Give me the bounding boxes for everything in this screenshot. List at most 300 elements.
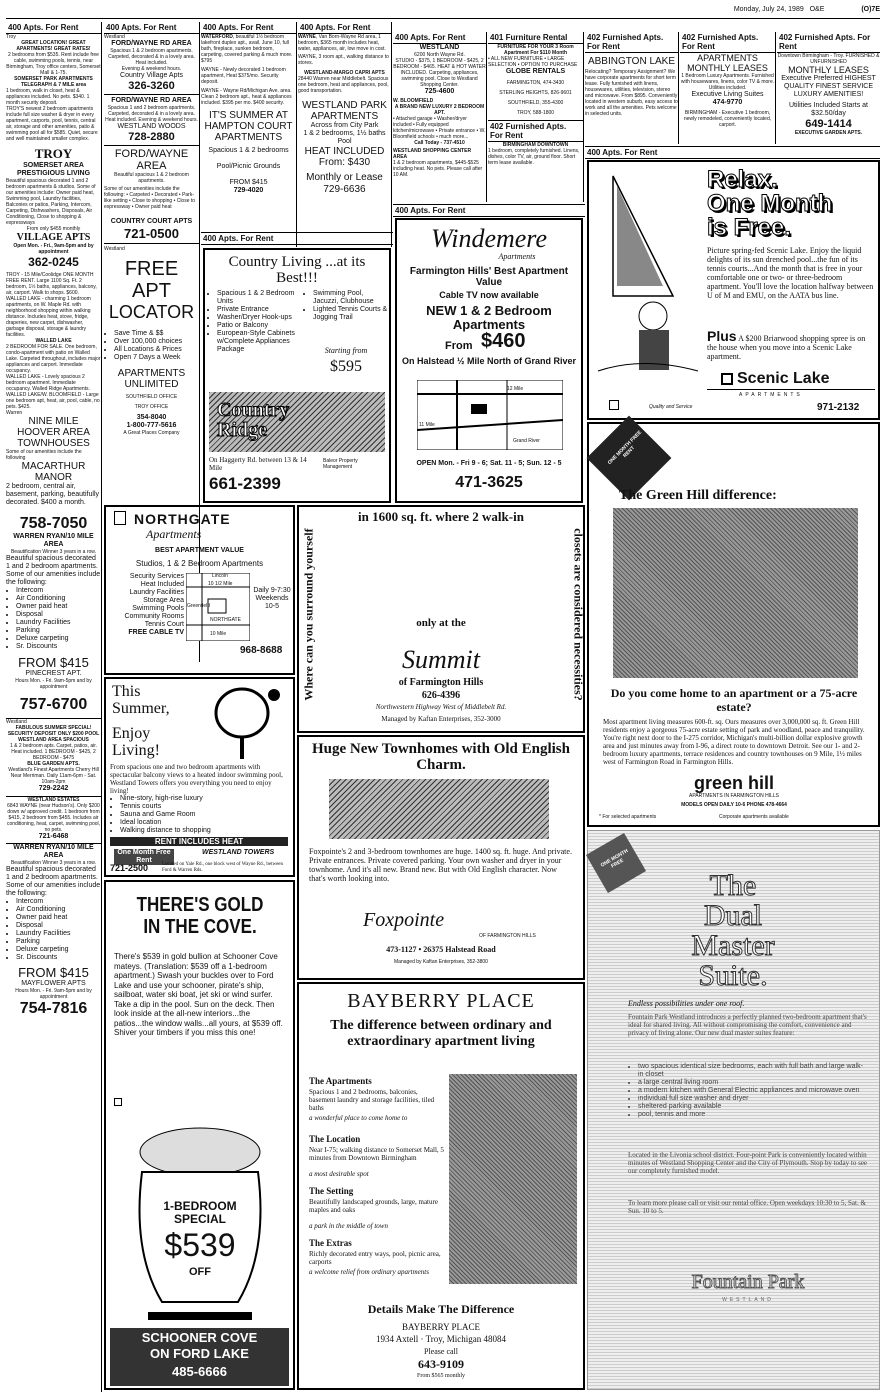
listing-name: WESTLAND-MARGO CAPRI APTS — [304, 70, 385, 76]
gold-title: IN THE COVE. — [143, 916, 257, 938]
amenity-item: • Deluxe carpeting — [16, 635, 101, 643]
listing-hours: Open Mon. - Fri., 9am-5pm and by appointment — [13, 243, 94, 255]
windemere-cable: Cable TV now available — [439, 290, 539, 300]
listing-text: TROY - 15 Mile/Coolidge ONE MONTH FREE RENT. Large 1100 Sq. Ft. 2 bedroom, 1½ baths, appliances, balcony, air, carport. Walk to shops. $600. — [6, 272, 97, 296]
logo-mark-icon — [114, 511, 126, 525]
location-label: WATERFORD — [201, 34, 233, 40]
listing-terms: Monthly or Lease — [306, 172, 383, 183]
masthead-date: Monday, July 24, 1989 — [733, 6, 804, 13]
country-location: On Haggerty Rd. between 13 & 14 Mile — [209, 456, 307, 472]
listing-hours: Hours Mon. - Fri. 9am-5pm and by appointment — [15, 988, 92, 1000]
column-header: 402 Furnished Apts. For Rent — [680, 32, 775, 53]
dual-title: Dual — [703, 899, 763, 932]
northgate-item: Storage Area — [143, 597, 184, 604]
column-4 — [298, 22, 392, 247]
listing-phone: Call Today - 737-4510 — [414, 140, 465, 146]
locator-item: • Save Time & $$ — [114, 330, 199, 338]
listing-phone: 649-1414 — [805, 118, 852, 130]
listing-text: 1 & 2 bedroom apts. Carpet, patios, air. Heat included. 1 BEDROOM - $425, 2 BEDROOM - $475 — [10, 743, 97, 761]
northgate-logo-sub: Apartments — [146, 527, 202, 541]
bayberry-section-text: Beautifully landscaped grounds, large, mature maples and oaks — [309, 1198, 438, 1214]
listing-subtitle: Across from City Park — [310, 122, 379, 129]
scenic-headline: is Free. — [707, 214, 792, 241]
listing-text: Pool/Picnic Grounds — [216, 163, 281, 170]
bayberry-section-italic: a most desirable spot — [309, 1170, 369, 1178]
masthead-paper: O&E — [809, 6, 825, 13]
northgate-ad — [104, 505, 295, 675]
bayberry-details: Details Make The Difference — [367, 1302, 515, 1316]
quality-tagline: Quality and Service — [649, 404, 693, 410]
gold-footer-name: ON FORD LAKE — [150, 1346, 249, 1361]
listing-subtitle: Spacious 1 & 2 bedrooms — [208, 147, 289, 154]
bayberry-address: 1934 Axtell · Troy, Michigan 48084 — [376, 1334, 506, 1344]
summit-only: only at the — [416, 617, 466, 629]
listing-phone: 721-0500 — [124, 226, 179, 241]
amenity-item: • Owner paid heat — [16, 603, 101, 611]
listing-text: Beautiful spacious decorated 1 and 2 bedroom apartments. Some of our amenities include the following: — [6, 866, 101, 897]
northgate-hours: Daily 9-7:30 Weekends 10-5 — [253, 587, 291, 610]
listing-headline: TELEGRAPH & 7 MILE area — [20, 82, 86, 88]
listing-subtitle: Beautification Winner 3 years in a row. — [10, 860, 97, 866]
listing-headline: A BRAND NEW LUXURY 2 BEDROOM APT. — [394, 104, 485, 116]
listing-phone: 757-6700 — [19, 696, 88, 713]
country-phone: 661-2399 — [209, 474, 281, 493]
listing-text: Some of our amenities include the following — [6, 449, 82, 461]
greenhill-logo-sub: APARTMENTS IN FARMINGTON HILLS — [688, 793, 779, 799]
listing-text: WALLED LAKE/W. BLOOMFIELD - Large one bedroom apt, heat, air, pool, cable, no pets. $425. — [6, 392, 100, 410]
location-label: Westland — [104, 34, 125, 40]
amenity-item: • Intercom — [16, 898, 101, 906]
bayberry-logo: BAYBERRY PLACE — [347, 990, 535, 1012]
bayberry-section-text: Spacious 1 and 2 bedrooms, balconies, basement laundry and storage facilities, tiled baths — [309, 1088, 435, 1112]
listing-title: APARTMENTS MONTHLY LEASES — [687, 53, 768, 73]
dual-feature: • individual full size washer and dryer — [638, 1095, 868, 1103]
greenhill-body: Most apartment living measures 600-ft. sq. Ours measures over 3,000,000 sq. ft. Green Hill residents enjoy a gorgeous 75-acre estate setting of park and woodland, peace and tranquility. You're right next door to the I-275 corridor, Michigan's multi-billion dollar explosive growth area and just minutes away from I-96, a direct route to downtown Detroit. See our 1- and 2-bedroom luxury apartments, terrace residences and country townhouses on 9 Mile, 1½ miles west of Farmington Road in Farmington Hills. — [603, 718, 865, 766]
locator-title: APT — [132, 280, 171, 302]
stamp-text: ONE MONTH FREE — [599, 848, 630, 870]
tennis-racket-illustration — [192, 683, 288, 759]
location-label: Westland — [6, 719, 27, 725]
branch-phone: TROY, 588-1800 — [516, 110, 555, 116]
listing-text: 1 bedroom, completely furnished. Linens, dishes, color TV, air, ground floor. Short term lease available. — [488, 148, 580, 166]
foxpointe-phone: 473-1127 • 26375 Halstead Road — [386, 945, 496, 954]
bayberry-from: From $565 monthly — [416, 1373, 465, 1379]
location-label: W. BLOOMFIELD — [393, 98, 434, 104]
dual-location: Located in the Livonia school district. Four-point Park is conveniently located within minutes of Westland Shopping Center and the City of Plymouth. Stop by today to see our completely furnished model. — [628, 1151, 868, 1175]
bayberry-section: The Location — [309, 1134, 361, 1144]
column-header: 401 Furniture Rental — [488, 32, 583, 44]
listing-text: • ALL NEW FURNITURE • LARGE SELECTION • OPTION TO PURCHASE — [488, 56, 578, 68]
country-feature: • Spacious 1 & 2 Bedroom Units — [217, 290, 307, 306]
listing-price: Utilities Included Starts at $32.50/day — [789, 102, 868, 117]
listing-text: Westland's Finest Apartments Cherry Hill Near Merriman. Daily 11am-6pm - Sat. 10am-2pm — [8, 767, 99, 785]
amenity-item: • Disposal — [16, 611, 101, 619]
northgate-value: BEST APARTMENT VALUE — [155, 547, 244, 554]
listing-price: FROM $415 — [18, 965, 89, 980]
listing-text: Spacious 1 and 2 bedroom apartments. Carpeted, decorated & in a lovely area. Heat included. Evening & weekend hours. — [105, 105, 198, 123]
summer-body: From spacious one and two bedroom apartments with spectacular balcony views to a heated indoor swimming pool, Westland Towers offers you everything you need to enjoy living! — [110, 763, 283, 795]
northgate-studios: Studios, 1 & 2 Bedroom Apartments — [135, 559, 264, 568]
listing-name: VILLAGE APTS — [16, 232, 91, 243]
column-header: 400 Apts. For Rent — [6, 22, 101, 34]
map-label: 10 Mile — [210, 631, 227, 637]
foxpointe-title: Huge New Townhomes with Old English Charm. — [312, 741, 570, 773]
column-header: 400 Apts. For Rent — [104, 22, 199, 34]
locator-phone: 1-800-777-5616 — [126, 422, 177, 429]
map-label: Grand River — [513, 438, 540, 444]
locator-title: FREE — [124, 258, 179, 280]
listing-title: MONTHLY LEASES — [788, 65, 869, 75]
summit-phone: 626-4396 — [421, 690, 461, 701]
listing-hours: Evening & weekend hours. — [121, 66, 182, 72]
locator-title: LOCATOR — [108, 302, 195, 322]
foxpointe-body: Foxpointe's 2 and 3-bedroom townhomes are huge. 1400 sq. ft. huge. And private. Private entrances. Private covered parking. Your own washer and dryer in your townhome. And it's all new. Brand new. But with Old English character. Now that's worth looking into. — [309, 847, 572, 883]
listing-price: HEAT INCLUDED From: $430 — [304, 146, 385, 168]
dual-feature: • pool, tennis and more — [638, 1111, 868, 1119]
listing-text: 1 Bedroom Luxury Apartments. Furnished with housewares, linens, color TV & more. Utilities included. — [680, 73, 775, 91]
dual-feature: • two spacious identical size bedrooms, each with full bath and large walk-in closet — [638, 1063, 868, 1079]
listing-price: FROM $415 — [229, 179, 268, 186]
country-feature: • European-Style Cabinets w/Complete Appliances Package — [217, 330, 307, 354]
windemere-map — [417, 380, 563, 450]
foxpointe-managed: Managed by Kaftan Enterprises, 352-3800 — [394, 959, 488, 965]
gold-price: $539 — [164, 1227, 236, 1263]
amenity-item: • Air Conditioning — [16, 906, 101, 914]
listing-title: ABBINGTON LAKE — [587, 56, 676, 67]
listing-headline: WALLED LAKE — [35, 338, 72, 344]
listing-text: 6843 WAYNE (near Hudson's). Only $200 down w/ approved credit. 1 bedroom from $415, 2 bedroom from $455. Includes air conditioning, heat, carpet, swimming pool, no pets. — [6, 803, 101, 833]
location-label: Troy — [6, 34, 16, 40]
amenity-item: • Laundry Facilities — [16, 930, 101, 938]
summer-feature: • Walking distance to shopping — [120, 827, 290, 835]
column-header: 400 Apts. For Rent — [201, 22, 296, 34]
country-feature: • Washer/Dryer Hook-ups — [217, 314, 307, 322]
listing-text: 1 & 2 bedrooms, 1½ baths Pool — [303, 130, 386, 145]
westland-towers-ad — [104, 677, 295, 877]
gold-phone: 485-6666 — [172, 1364, 227, 1379]
listing-phone: 754-7816 — [19, 1000, 88, 1017]
dual-subtitle: Endless possibilities under one roof. — [628, 999, 745, 1008]
listing-subtitle: Beautification Winner 3 years in a row. — [10, 549, 97, 555]
listing-text: 2 bedroom, central air, basement, parking, beautifully decorated. $400 a month. — [6, 483, 99, 506]
bayberry-call: Please call — [424, 1347, 458, 1356]
summer-headline: Living! — [112, 742, 160, 759]
listing-headline: BIRMINGHAM DOWNTOWN — [502, 142, 569, 148]
bayberry-section: The Extras — [309, 1238, 352, 1248]
summer-location: Located on Yale Rd., one block west of Wayne Rd., between Ford & Warren Rds. — [162, 862, 284, 873]
listing-address: 6200 North Wayne Rd. — [414, 52, 465, 58]
listing-name: GLOBE RENTALS — [505, 68, 566, 75]
scenic-plus-text: A $200 Briarwood shopping spree is on the house when you move into a Scenic Lake apartment. — [707, 334, 866, 361]
listing-text: 1 & 2 bedroom apartments, $445-$525 including heat. No pets. Please call after 10 AM. — [393, 160, 483, 178]
listing-phone: 728-2880 — [128, 131, 175, 143]
listing-phone: 758-7050 — [19, 515, 88, 532]
sailboat-illustration — [593, 166, 703, 376]
gold-special: 1-BEDROOM SPECIAL — [163, 1199, 237, 1226]
listing-text: WAYNE - Wayne Rd/Michigan Ave. area. Clean 2 bedroom apt., heat & appliances included. $395 per mo. $400 security. — [201, 88, 292, 106]
locator-item: • Open 7 Days a Week — [114, 354, 199, 362]
country-logo: Ridge — [217, 419, 267, 441]
listing-title: TROY — [34, 146, 73, 161]
listing-phone: 729-4020 — [233, 187, 264, 194]
windemere-location: On Halstead ½ Mile North of Grand River — [401, 356, 577, 366]
listing-text: From only $455 monthly — [26, 226, 81, 232]
summit-left: Where can you surround yourself — [301, 528, 316, 701]
listing-name: MACARTHUR MANOR — [21, 461, 86, 483]
column-header: 400 Apts. For Rent — [393, 204, 585, 217]
column-5 — [393, 32, 487, 202]
column-3 — [201, 22, 297, 247]
country-logo: Country — [217, 399, 290, 421]
windemere-ad — [395, 218, 583, 503]
listing-text: WALLED LAKE - Lovely spacious 2 bedroom apartment. Immediate occupancy. Walled Ridge Apartments. — [6, 374, 90, 392]
amenity-item: • Sr. Discounts — [16, 954, 101, 962]
windemere-headline: NEW 1 & 2 Bedroom Apartments — [426, 303, 552, 332]
dual-feature: • a modern kitchen with General Electric appliances and microwave oven — [638, 1087, 868, 1095]
country-starting: Starting from — [324, 346, 368, 355]
dual-hours: To learn more please call or visit our rental office. Open weekdays 10:30 to 5, Sat. & Sun. 10 to 5. — [628, 1199, 866, 1215]
listing-subtitle: SOMERSET AREA PRESTIGIOUS LIVING — [16, 162, 91, 177]
bayberry-phone: 643-9109 — [418, 1357, 464, 1371]
northgate-item: Community Rooms — [124, 613, 184, 620]
dual-logo-sub: WESTLAND — [722, 1297, 774, 1303]
column-9 — [777, 32, 880, 144]
listing-text: Downtown Birmingham - Troy. FURNISHED & UNFURNISHED — [777, 53, 880, 65]
map-label: NORTHGATE — [210, 617, 241, 623]
listing-phone: 725-4600 — [424, 88, 455, 95]
amenity-item: • Intercom — [16, 587, 101, 595]
listing-text: Executive Preferred HIGHEST QUALITY FINEST SERVICE LUXURY AMENITIES! — [781, 75, 876, 98]
masthead-section: (O)7E — [861, 6, 880, 13]
masthead — [590, 6, 880, 14]
dual-feature: • sheltered parking available — [638, 1103, 868, 1111]
listing-name: COUNTRY COURT APTS — [110, 218, 193, 225]
greenhill-question: Do you come home to an apartment or a 75-acre estate? — [610, 686, 858, 714]
scenic-lake-ad — [587, 160, 880, 420]
column-1 — [6, 22, 102, 1392]
listing-hours: Hours Mon. - Fri. 9am-5pm and by appointment — [15, 678, 92, 690]
summer-phone: 721-2500 — [110, 863, 149, 873]
northgate-list — [110, 573, 184, 637]
listing-text: WATERFORD, beautiful 1½ bedroom lakefront duplex apt., avail. June 10, full bath, fireplace, sunken bedroom, carpeting, covered parking & much more. $795 — [201, 34, 293, 64]
northgate-phone: 968-8688 — [240, 645, 283, 656]
column-header: 400 Apts. For Rent — [298, 22, 391, 34]
listing-text: Beautiful spacious decorated 1 and 2 bedroom apartments. Some of our amenities include the following: — [6, 555, 101, 586]
branch-phone: SOUTHFIELD, 355-4300 — [507, 100, 564, 106]
listing-name: BLUE GARDEN APTS. — [27, 761, 80, 767]
country-price: $595 — [330, 358, 362, 375]
foxpointe-ad — [297, 735, 585, 980]
listing-name: WARREN RYAN/10 MILE AREA — [13, 533, 94, 548]
dual-master-ad — [587, 830, 880, 1390]
summit-top: in 1600 sq. ft. where 2 walk-in — [358, 509, 524, 524]
locator-phone: 354-8040 — [136, 414, 167, 421]
country-features-right — [303, 290, 389, 322]
northgate-logo: NORTHGATE — [134, 511, 231, 527]
bayberry-section-italic: a welcome relief from ordinary apartments — [309, 1268, 429, 1276]
country-title: Country Living ...at its Best!!! — [228, 254, 366, 286]
location-label: Westland — [104, 246, 125, 252]
summer-feature: • Sauna and Game Room — [120, 811, 290, 819]
scenic-body: Picture spring-fed Scenic Lake. Enjoy the liquid delights of its sun drenched pool...the fun of its tennis courts...And the month that is free in your comfortable one or two- or three-bedroom apartment. You'll love the location halfway between U of M and EMU, on the AATA bus line. — [707, 246, 874, 300]
summit-managed: Managed by Kaftan Enterprises, 352-3000 — [381, 715, 501, 723]
locator-item: • All Locations & Prices — [114, 346, 199, 354]
country-feature: • Lighted Tennis Courts & Jogging Trail — [313, 306, 389, 322]
map-label: 10 1/2 Mile — [208, 581, 233, 587]
scenic-logo-sub: APARTMENTS — [739, 392, 803, 398]
listing-phone: 729-6636 — [323, 184, 366, 195]
listing-text: 1 bedroom, walk in closet, heat & appliances included. No pets. $340. 1 month security deposit. — [6, 88, 90, 106]
listing-phone: 362-0245 — [28, 255, 79, 269]
listing-name: WARREN RYAN/10 MILE AREA — [13, 844, 94, 859]
branch-phone: STERLING HEIGHTS, 826-9601 — [499, 90, 572, 96]
listing-text: 2 BEDROOM FOR SALE. One bedroom, condo-apartment with patio on Walled Lake. Carpeted throughout, includes major appliances and carport. Immediate occupancy. — [6, 344, 101, 374]
windemere-logo-sub: Apartments — [498, 252, 536, 261]
listing-text: WAYNE, 3 room apt., walking distance to stores. — [298, 54, 389, 66]
map-label: Lincoln — [212, 573, 228, 579]
summit-of: of Farmington Hills — [398, 677, 484, 688]
gold-title: THERE'S GOLD — [136, 894, 264, 916]
windemere-from: From — [445, 340, 473, 352]
summer-headline: Summer, — [112, 700, 170, 717]
amenity-item: • Disposal — [16, 922, 101, 930]
listing-text: WAYNE, Van Born-Wayne Rd area, 1 bedroom, $365 month includes heat, water, appliances, air, low move in cost. — [298, 34, 386, 52]
listing-phone: 729-2242 — [38, 785, 69, 792]
listing-text: TROY'S newest 2 bedroom apartments include full size washer & dryer in every apartment, carports, pool, tennis, central air, storage and other amenities, patio & swimming pool all for $585. Quiet, secure and well maintained smaller complex. — [6, 106, 98, 142]
scenic-headline: One Month — [707, 190, 833, 217]
listing-name: MAYFLOWER APTS — [21, 980, 86, 987]
bayberry-section-italic: a park in the middle of town — [309, 1222, 388, 1230]
bayberry-name: BAYBERRY PLACE — [401, 1322, 481, 1332]
summer-free-rent: One Month Free Rent — [114, 849, 174, 865]
summit-address: Northwestern Highway West of Middlebelt Rd. — [375, 703, 507, 711]
column-header: 402 Furnished Apts. For Rent — [488, 120, 583, 142]
greenhill-footnote: * For selected apartments — [599, 814, 657, 820]
bayberry-photo — [449, 1074, 577, 1284]
bayberry-tagline: The difference between ordinary and extraordinary apartment living — [330, 1018, 552, 1049]
country-features-left — [207, 290, 307, 354]
column-header: 402 Furnished Apts. For Rent — [777, 32, 880, 53]
summer-headline: This — [112, 683, 141, 700]
windemere-hours: OPEN Mon. - Fri 9 - 6; Sat. 11 - 5; Sun. 12 - 5 — [416, 460, 562, 467]
listing-phone: 721-6468 — [38, 833, 69, 840]
schooner-cove-ad — [104, 880, 295, 1390]
locator-name: APARTMENTS UNLIMITED — [117, 368, 186, 390]
locator-company: A Great Places Company — [123, 430, 180, 436]
map-label: Greenfield — [187, 603, 211, 609]
dual-body: Fountain Park Westland introduces a perfectly planned two-bedroom apartment that's ideal for shared living. All without compromising the comfort, convenience and privacy of living alone. Our new dual master suites feature: — [628, 1013, 867, 1037]
location-label: WESTLAND SHOPPING CENTER AREA — [393, 148, 472, 160]
column-header: 400 Apts. For Rent — [585, 146, 880, 159]
listing-text: Spacious 1 & 2 bedroom apartments. Carpeted, decorated & in a lovely area. Heat included. — [108, 48, 195, 66]
column-6 — [488, 32, 584, 202]
listing-text: • Attached garage • Washer/dryer included • Fully equipped kitchen/microwave • Private entrance • W. Bloomfield schools • much more... — [393, 116, 486, 140]
foxpointe-logo: Foxpointe — [363, 909, 445, 931]
listing-name: WESTLAND — [419, 44, 460, 51]
dual-feature: • a large central living room — [638, 1079, 868, 1087]
northgate-item: Security Services — [129, 573, 184, 580]
northgate-item: Swimming Pools — [132, 605, 184, 612]
gold-body: There's $539 in gold bullion at Schooner Cove mateys. (Translation: $539 off a 1-bedroom apartment.) Swash your buckles over to Ford Lake and use your schooner, pirate's ship, sailboat, water ski boat, jet ski or wind surfer. Take a dip in the pool. Sun on the deck. Then look inside at the all-new interiors...the patios...the window walls...all yours, at $539 off. Shiver your timbers if you miss this one! — [114, 952, 283, 1037]
summit-ad — [297, 505, 585, 733]
map-label: 11 Mile — [419, 422, 435, 428]
logo-mark-icon — [721, 373, 733, 385]
summer-feature: • Tennis courts — [120, 803, 290, 811]
equal-housing-icon — [114, 1098, 122, 1106]
listing-title: IT'S SUMMER AT HAMPTON COURT APARTMENTS — [204, 110, 293, 143]
bayberry-section: The Apartments — [309, 1076, 372, 1086]
listing-name: PINECREST APT. — [25, 670, 82, 677]
amenity-item: • Air Conditioning — [16, 595, 101, 603]
summit-logo: Summit — [402, 645, 480, 674]
green-hill-ad — [587, 422, 880, 827]
office-label: TROY OFFICE — [134, 404, 169, 410]
listing-title: NINE MILE HOOVER AREA TOWNHOUSES — [17, 416, 90, 449]
listing-text: STUDIO - $375, 1 BEDROOM - $425, 2 BEDROOM - $465. HEAT & HOT WATER INCLUDED. Carpeting, appliances, swimming pool. Close to Westland Shopping Center. — [393, 58, 486, 88]
listing-name: EXECUTIVE GARDEN APTS. — [794, 130, 863, 136]
country-feature: • Swimming Pool, Jacuzzi, Clubhouse — [313, 290, 389, 306]
listing-text: WAYNE - Newly decorated 1 bedroom apartment, Heat $375/mo. Security deposit. — [201, 67, 286, 85]
bayberry-section-text: Near I-75; walking distance to Somerset Mall, 5 minutes from Downtown Birmingham — [309, 1146, 444, 1162]
listing-text: Some of our amenities include the following: • Carpeted • Decorated • Park-like setting • Close to shopping • Close to expressway • Owner paid heat — [104, 186, 196, 210]
amenity-list — [6, 898, 101, 962]
column-7 — [585, 32, 679, 144]
amenity-item: • Laundry Facilities — [16, 619, 101, 627]
location-label: Warren — [6, 410, 23, 416]
greenhill-title: The Green Hill difference: — [619, 488, 777, 503]
windemere-logo: Windemere — [431, 224, 547, 253]
location-label: WAYNE — [298, 34, 316, 40]
listing-name: Country Village Apts — [120, 72, 183, 79]
locator-list — [104, 330, 199, 362]
amenity-item: • Deluxe carpeting — [16, 946, 101, 954]
townhome-illustration — [329, 779, 549, 839]
amenity-item: • Sr. Discounts — [16, 643, 101, 651]
map-label: 12 Mile — [507, 386, 524, 392]
branch-phone: FARMINGTON, 474-3430 — [506, 80, 565, 86]
greenhill-footnote: Corporate apartments available — [719, 814, 789, 820]
listing-text: 2 bedrooms from $535. Rent include free cable, swimming pools, tennis, near Birmingham, Troy office centers, Somerset Mall & 1-75. — [6, 52, 101, 76]
column-8 — [680, 32, 776, 144]
dual-title: The — [709, 869, 757, 902]
listing-text: Beautiful spacious decorated 1 and 2 bedroom apartments & studios. Some of our amenities include: Owner paid heat, Swimming pool, Laundry facilities, Balconies or patios, Parking, Intercom, Carpeting, Dishwashers, Disposals, Air Conditioning, Close to shopping & expressways — [6, 178, 96, 226]
summer-banner: RENT INCLUDES HEAT — [110, 837, 288, 846]
scenic-phone: 971-2132 — [817, 402, 860, 413]
listing-name: FORD/WAYNE RD AREA — [111, 40, 192, 47]
listing-subtitle: Executive Living Suites — [691, 91, 764, 98]
office-label: SOUTHFIELD OFFICE — [125, 394, 178, 400]
estate-photo — [613, 508, 858, 678]
summit-right: closets are considered necessities? — [571, 528, 586, 701]
listing-text: 28440 Warren near Middlebelt. Spacious one bedroom, heat and appliances, pool, good transportation. — [298, 76, 389, 94]
corner-flag-text: ONE MONTH FREE RENT — [606, 429, 644, 467]
listing-phone: 326-3260 — [128, 80, 175, 92]
amenity-item: • Owner paid heat — [16, 914, 101, 922]
listing-text: Beautiful spacious 1 & 2 bedroom apartments. — [114, 172, 189, 184]
listing-headline: FURNITURE FOR YOUR 3 Room Apartment For $110 Month — [497, 44, 574, 56]
equal-housing-icon — [609, 400, 619, 410]
listing-title: WESTLAND PARK APARTMENTS — [302, 100, 387, 122]
bayberry-section-italic: a wonderful place to come home to — [309, 1114, 408, 1122]
gold-off: OFF — [189, 1266, 211, 1278]
bayberry-section-text: Richly decorated entry ways, pool, picnic area, carports — [309, 1250, 441, 1266]
summer-feature: • Nine-story, high-rise luxury — [120, 795, 290, 803]
northgate-item: FREE CABLE TV — [128, 629, 184, 636]
amenity-item: • Parking — [16, 627, 101, 635]
listing-headline: GREAT LOCATION! GREAT APARTMENTS! GREAT RATES! — [16, 40, 91, 52]
windemere-price: $460 — [481, 330, 526, 352]
foxpointe-logo-sub: OF FARMINGTON HILLS — [479, 933, 536, 939]
